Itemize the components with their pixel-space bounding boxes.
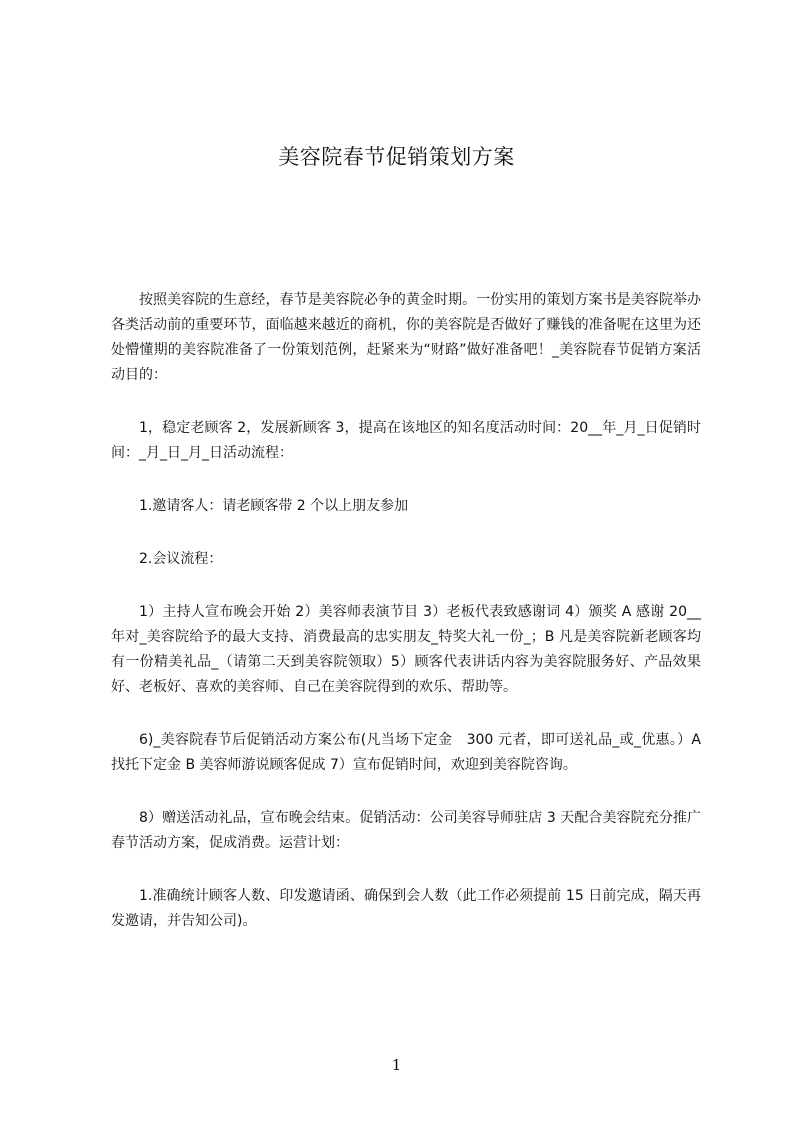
paragraph-goals-schedule: 1，稳定老顾客 2，发展新顾客 3，提高在该地区的知名度活动时间：20__年_月_日促销时间：_月_日_月_日活动流程： bbox=[111, 420, 701, 461]
paragraph-promo-announcement: 6)_美容院春节后促销活动方案公布(凡当场下定金 300 元者，即可送礼品_或_优惠。）A 找托下定金 B 美容师游说顾客促成 7）宣布促销时间，欢迎到美容院咨询。 bbox=[111, 732, 701, 773]
document-title: 美容院春节促销策划方案 bbox=[278, 145, 515, 169]
paragraph-invite: 1.邀请客人：请老顾客带 2 个以上朋友参加 bbox=[139, 498, 409, 514]
paragraph-gifts-promo: 8）赠送活动礼品，宣布晚会结束。促销活动：公司美容导师驻店 3 天配合美容院充分推广春节活动方案，促成消费。运营计划： bbox=[111, 810, 701, 851]
paragraph-intro: 按照美容院的生意经，春节是美容院必争的黄金时期。一份实用的策划方案书是美容院举办各类活动前的重要环节，面临越来越近的商机，你的美容院是否做好了赚钱的准备呢在这里为还处懵懂期的美容院准备了一份策划范例，赶紧来为“财路”做好准备吧！_美容院春节促销方案活动目的： bbox=[111, 292, 701, 383]
document-body bbox=[111, 288, 701, 962]
paragraph-operation-plan: 1.准确统计顾客人数、印发邀请函、确保到会人数（此工作必须提前 15 日前完成，隔天再发邀请，并告知公司)。 bbox=[111, 888, 701, 929]
paragraph-meeting-flow: 1）主持人宣布晚会开始 2）美容师表演节目 3）老板代表致感谢词 4）颁奖 A 感谢 20__年对_美容院给予的最大支持、消费最高的忠实朋友_特奖大礼一份_；B 凡是美容院新老顾客均有一份精美礼品_（请第二天到美容院领取）5）顾客代表讲话内容为美容院服务好、产品效果好、老板好、喜欢的美容师、自己在美容院得到的欢乐、帮助等。 bbox=[111, 604, 701, 695]
paragraph-meeting-flow-heading: 2.会议流程： bbox=[139, 551, 223, 567]
page-number: 1 bbox=[391, 1056, 402, 1074]
